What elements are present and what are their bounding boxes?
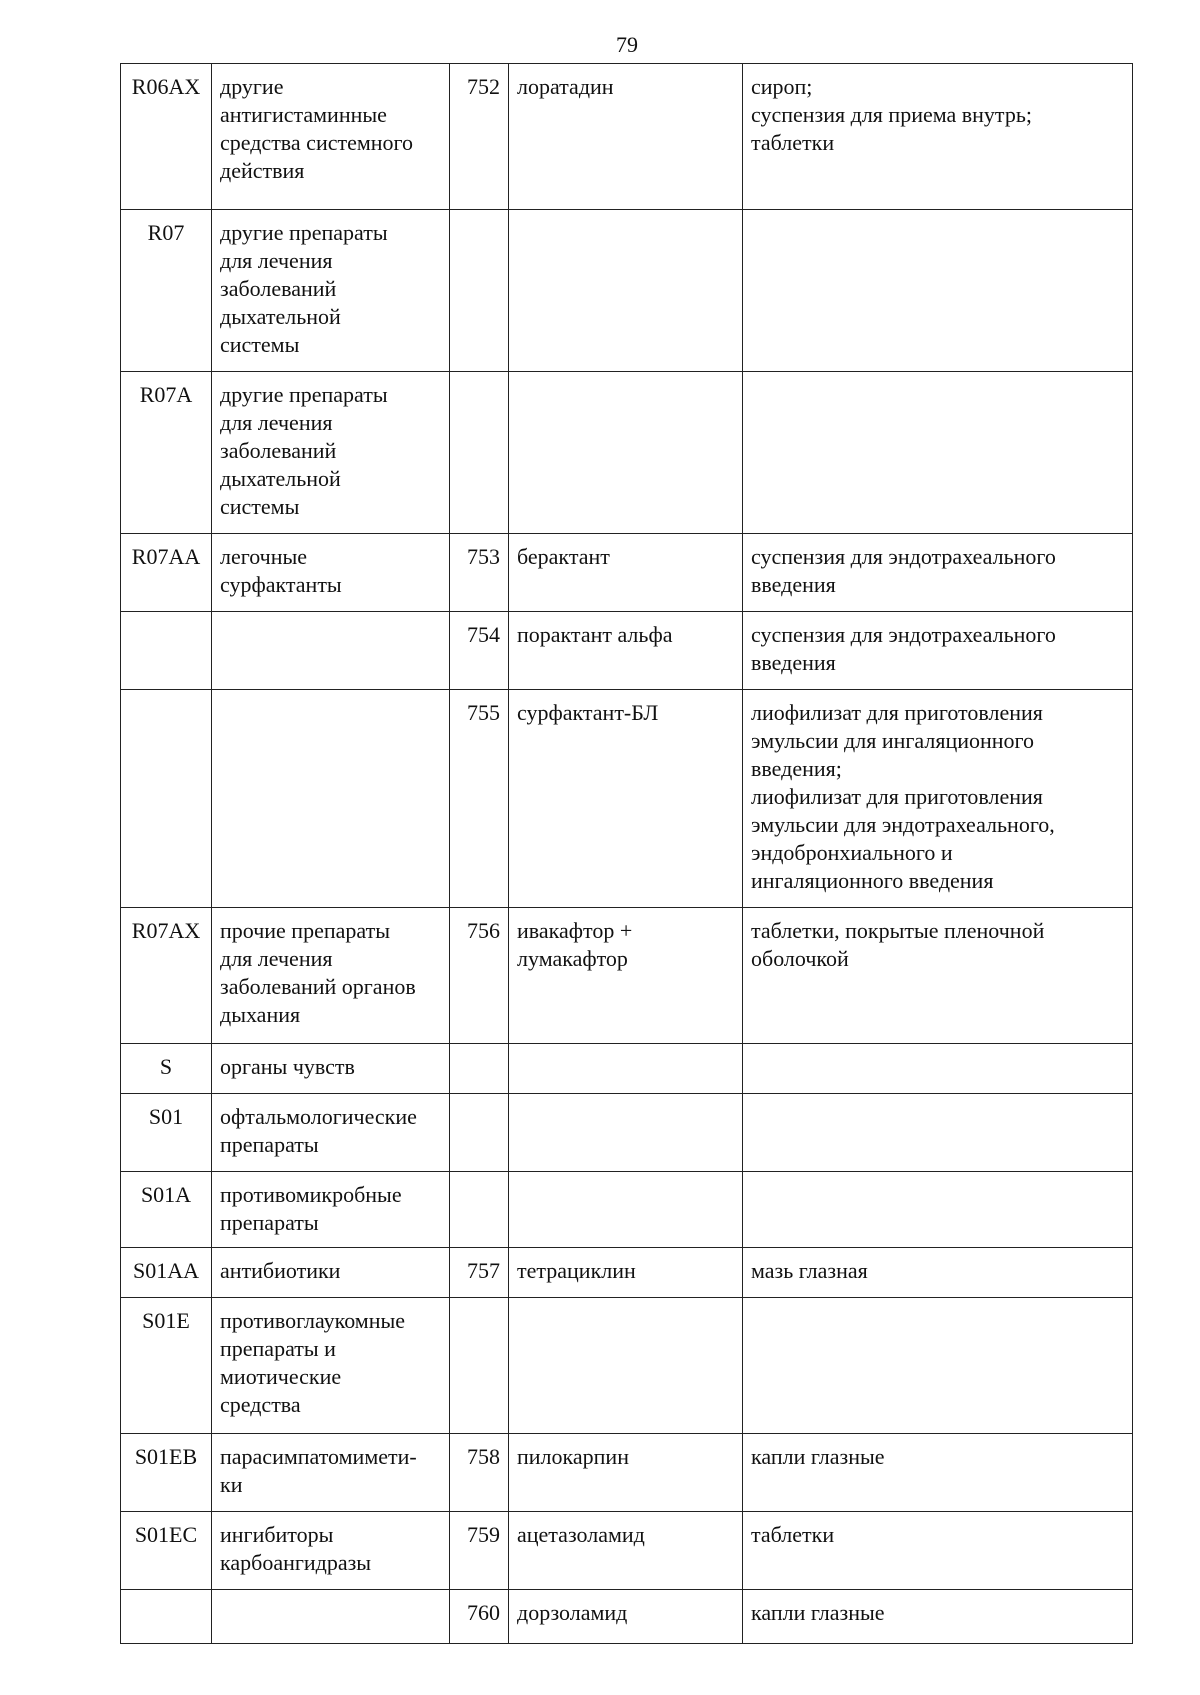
atc-group-line: заболеваний	[220, 438, 337, 463]
atc-group-line: антигистаминные	[220, 102, 387, 127]
item-number-cell	[450, 64, 509, 210]
dosage-form-line: таблетки	[751, 130, 835, 155]
table-row	[121, 1590, 1133, 1644]
atc-group-line: препараты	[220, 1132, 319, 1157]
drug-name-cell	[509, 64, 743, 210]
atc-code-text: S01AA	[132, 1258, 199, 1283]
atc-group-line: системы	[220, 494, 300, 519]
drug-name-line: лоратадин	[517, 74, 614, 99]
atc-group-cell	[212, 1248, 450, 1298]
drug-name-cell	[509, 534, 743, 612]
item-number-cell	[450, 908, 509, 1044]
dosage-form-cell	[743, 372, 1133, 534]
atc-code-cell	[121, 690, 212, 908]
atc-group-line: средства	[220, 1392, 301, 1417]
table-row	[121, 612, 1133, 690]
table-row	[121, 1512, 1133, 1590]
drug-name-cell	[509, 1172, 743, 1248]
drug-name-cell	[509, 372, 743, 534]
atc-group-line: легочные	[220, 544, 308, 569]
atc-group-cell	[212, 1434, 450, 1512]
atc-code-text: S01E	[142, 1308, 190, 1333]
atc-code-text: S01EB	[134, 1444, 198, 1469]
table-row	[121, 908, 1133, 1044]
atc-group-cell	[212, 612, 450, 690]
atc-group-line: для лечения	[220, 248, 333, 273]
drug-name-cell	[509, 1434, 743, 1512]
dosage-form-cell	[743, 64, 1133, 210]
item-number-text: 755	[467, 700, 500, 725]
dosage-form-line: лиофилизат для приготовления	[751, 700, 1043, 725]
item-number-cell	[450, 1590, 509, 1644]
atc-code-cell	[121, 534, 212, 612]
atc-group-cell	[212, 372, 450, 534]
atc-group-line: средства системного	[220, 130, 414, 155]
item-number-text: 759	[467, 1522, 500, 1547]
atc-group-line: офтальмологические	[220, 1104, 417, 1129]
atc-code-cell	[121, 1590, 212, 1644]
table-row	[121, 1094, 1133, 1172]
atc-group-line: сурфактанты	[220, 572, 342, 597]
dosage-form-line: суспензия для эндотрахеального	[751, 622, 1056, 647]
atc-code-cell	[121, 210, 212, 372]
dosage-form-line: капли глазные	[751, 1444, 885, 1469]
atc-group-cell	[212, 64, 450, 210]
atc-code-text: S	[159, 1054, 173, 1079]
table-row	[121, 372, 1133, 534]
dosage-form-cell	[743, 1248, 1133, 1298]
atc-group-line: для лечения	[220, 946, 333, 971]
atc-group-cell	[212, 1044, 450, 1094]
atc-group-cell	[212, 534, 450, 612]
atc-code-text: S01A	[140, 1182, 192, 1207]
item-number-cell	[450, 1512, 509, 1590]
dosage-form-line: суспензия для приема внутрь;	[751, 102, 1032, 127]
table-row	[121, 534, 1133, 612]
atc-code-cell	[121, 1298, 212, 1434]
atc-group-line: органы чувств	[220, 1054, 355, 1079]
dosage-form-cell	[743, 908, 1133, 1044]
atc-group-line: противоглаукомные	[220, 1308, 406, 1333]
item-number-cell	[450, 1044, 509, 1094]
table-row	[121, 1298, 1133, 1434]
item-number-text: 756	[467, 918, 500, 943]
item-number-cell	[450, 1434, 509, 1512]
atc-code-text: R07AA	[131, 544, 201, 569]
drug-name-cell	[509, 908, 743, 1044]
dosage-form-cell	[743, 1094, 1133, 1172]
item-number-text: 753	[467, 544, 500, 569]
atc-group-line: другие препараты	[220, 382, 388, 407]
atc-group-line: дыхательной	[220, 466, 341, 491]
atc-group-cell	[212, 1094, 450, 1172]
atc-group-line: дыхания	[220, 1002, 301, 1027]
dosage-form-cell	[743, 1172, 1133, 1248]
item-number-cell	[450, 690, 509, 908]
atc-group-line: системы	[220, 332, 300, 357]
atc-group-line: другие	[220, 74, 284, 99]
dosage-form-line: оболочкой	[751, 946, 849, 971]
dosage-form-line: таблетки, покрытые пленочной	[751, 918, 1045, 943]
atc-group-line: другие препараты	[220, 220, 388, 245]
drug-name-cell	[509, 210, 743, 372]
item-number-cell	[450, 372, 509, 534]
item-number-cell	[450, 1172, 509, 1248]
dosage-form-line: таблетки	[751, 1522, 835, 1547]
atc-code-cell	[121, 908, 212, 1044]
atc-group-cell	[212, 1512, 450, 1590]
dosage-form-line: введения	[751, 572, 836, 597]
atc-group-cell	[212, 908, 450, 1044]
table-row	[121, 690, 1133, 908]
dosage-form-line: введения	[751, 650, 836, 675]
atc-code-text: R07A	[139, 382, 193, 407]
atc-group-cell	[212, 210, 450, 372]
item-number-cell	[450, 1094, 509, 1172]
drug-table	[120, 63, 1133, 1644]
dosage-form-line: мазь глазная	[751, 1258, 868, 1283]
item-number-text: 760	[467, 1600, 500, 1625]
item-number-cell	[450, 534, 509, 612]
atc-group-line: заболеваний органов	[220, 974, 416, 999]
atc-code-cell	[121, 372, 212, 534]
dosage-form-cell	[743, 210, 1133, 372]
atc-code-cell	[121, 64, 212, 210]
atc-code-cell	[121, 612, 212, 690]
item-number-cell	[450, 210, 509, 372]
drug-name-cell	[509, 1044, 743, 1094]
atc-group-line: карбоангидразы	[220, 1550, 372, 1575]
atc-code-cell	[121, 1248, 212, 1298]
dosage-form-cell	[743, 1044, 1133, 1094]
page-number: 79	[616, 32, 638, 57]
dosage-form-cell	[743, 534, 1133, 612]
atc-group-line: антибиотики	[220, 1258, 341, 1283]
atc-code-text: R06AX	[131, 74, 201, 99]
dosage-form-line: эндобронхиального и	[751, 840, 953, 865]
table-row	[121, 210, 1133, 372]
atc-group-cell	[212, 1298, 450, 1434]
atc-code-text: S01EC	[134, 1522, 198, 1547]
table-row	[121, 1434, 1133, 1512]
atc-group-line: прочие препараты	[220, 918, 390, 943]
dosage-form-line: суспензия для эндотрахеального	[751, 544, 1056, 569]
atc-group-cell	[212, 1590, 450, 1644]
item-number-text: 758	[467, 1444, 500, 1469]
atc-group-line: препараты и	[220, 1336, 336, 1361]
item-number-cell	[450, 612, 509, 690]
dosage-form-cell	[743, 1512, 1133, 1590]
dosage-form-line: лиофилизат для приготовления	[751, 784, 1043, 809]
dosage-form-cell	[743, 1590, 1133, 1644]
table-body	[121, 64, 1133, 1644]
dosage-form-cell	[743, 1298, 1133, 1434]
atc-group-line: миотические	[220, 1364, 342, 1389]
atc-code-cell	[121, 1434, 212, 1512]
table-row	[121, 1044, 1133, 1094]
drug-name-line: берактант	[517, 544, 610, 569]
atc-code-cell	[121, 1512, 212, 1590]
dosage-form-line: ингаляционного введения	[751, 868, 994, 893]
drug-name-cell	[509, 1590, 743, 1644]
atc-group-line: дыхательной	[220, 304, 341, 329]
atc-code-cell	[121, 1172, 212, 1248]
table-row	[121, 1248, 1133, 1298]
atc-group-line: для лечения	[220, 410, 333, 435]
drug-name-cell	[509, 1298, 743, 1434]
drug-name-cell	[509, 690, 743, 908]
dosage-form-cell	[743, 690, 1133, 908]
atc-group-cell	[212, 690, 450, 908]
atc-group-line: препараты	[220, 1210, 319, 1235]
atc-group-line: ки	[220, 1472, 243, 1497]
dosage-form-cell	[743, 1434, 1133, 1512]
atc-group-line: ингибиторы	[220, 1522, 334, 1547]
table-row	[121, 1172, 1133, 1248]
atc-code-text: R07	[147, 220, 185, 245]
drug-name-cell	[509, 1512, 743, 1590]
dosage-form-line: сироп;	[751, 74, 813, 99]
atc-group-line: действия	[220, 158, 305, 183]
drug-name-cell	[509, 1248, 743, 1298]
drug-name-line: пилокарпин	[517, 1444, 629, 1469]
drug-name-line: сурфактант-БЛ	[517, 700, 659, 725]
drug-name-line: лумакафтор	[517, 946, 628, 971]
drug-name-cell	[509, 1094, 743, 1172]
dosage-form-line: капли глазные	[751, 1600, 885, 1625]
drug-name-line: тетрациклин	[517, 1258, 636, 1283]
atc-group-line: парасимпатомимети-	[220, 1444, 417, 1469]
atc-code-cell	[121, 1044, 212, 1094]
dosage-form-line: эмульсии для эндотрахеального,	[751, 812, 1055, 837]
dosage-form-line: введения;	[751, 756, 842, 781]
item-number-text: 754	[467, 622, 500, 647]
drug-name-line: порактант альфа	[517, 622, 673, 647]
item-number-text: 752	[467, 74, 500, 99]
atc-code-text: R07AX	[131, 918, 201, 943]
item-number-cell	[450, 1248, 509, 1298]
atc-group-line: противомикробные	[220, 1182, 402, 1207]
atc-group-cell	[212, 1172, 450, 1248]
drug-name-line: ивакафтор +	[517, 918, 633, 943]
atc-code-text: S01	[148, 1104, 184, 1129]
drug-name-line: ацетазоламид	[517, 1522, 645, 1547]
item-number-cell	[450, 1298, 509, 1434]
atc-code-cell	[121, 1094, 212, 1172]
dosage-form-cell	[743, 612, 1133, 690]
drug-name-cell	[509, 612, 743, 690]
item-number-text: 757	[467, 1258, 500, 1283]
table-row	[121, 64, 1133, 210]
atc-group-line: заболеваний	[220, 276, 337, 301]
drug-name-line: дорзоламид	[517, 1600, 628, 1625]
dosage-form-line: эмульсии для ингаляционного	[751, 728, 1035, 753]
